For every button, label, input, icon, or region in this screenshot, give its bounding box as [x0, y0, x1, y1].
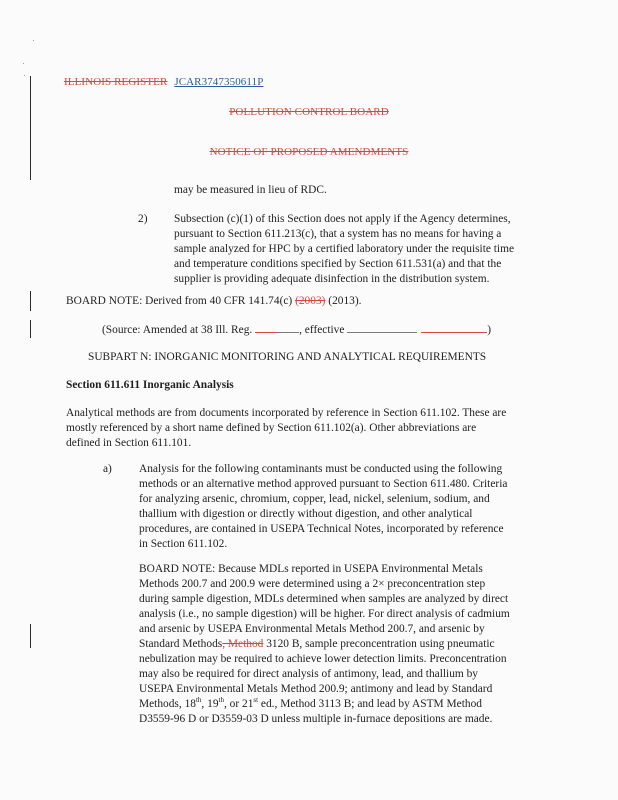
change-bar-board-note: [30, 291, 31, 311]
register-struck: ILLINOIS REGISTER: [64, 76, 168, 88]
item-a-label: a): [103, 463, 112, 475]
text-line: thallium with digestion or directly without digestion, and other analytical: [139, 508, 473, 520]
effective-date-blank-red: [421, 322, 487, 333]
scan-speck: [23, 63, 24, 64]
continuation-text: may be measured in lieu of RDC.: [174, 184, 327, 196]
line6-pre: Standard Methods: [139, 638, 223, 650]
board-note-struck: (2003): [295, 295, 326, 307]
text-line: Analytical methods are from documents incorporated by reference in Section 611.102. These are: [66, 407, 507, 419]
board-note-prefix: BOARD NOTE: Derived from 40 CFR 141.74(c): [66, 295, 296, 307]
edition-sup: th: [218, 696, 224, 705]
text-line: and temperature conditions specified by Section 611.531(a) and that the: [174, 258, 502, 270]
jcar-code: JCAR3747350611P: [174, 76, 264, 88]
register-page-blank: [277, 322, 299, 333]
section-title: Section 611.611 Inorganic Analysis: [66, 379, 234, 391]
text-line: and arsenic by USEPA Environmental Metals Method 200.7, and arsenic by: [139, 623, 485, 635]
text-line: during sample digestion, MDLs determined when samples are analyzed by direct: [139, 593, 509, 605]
change-bar-note: [30, 624, 31, 648]
edition-text: , 19: [201, 698, 219, 710]
text-line: Analysis for the following contaminants must be conducted using the following: [139, 463, 503, 475]
source-prefix: (Source: Amended at 38 Ill. Reg.: [102, 324, 256, 336]
change-bar-header: [30, 76, 31, 180]
change-bar-source: [30, 320, 31, 338]
text-line: mostly referenced by a short name defined by Section 611.102(a). Other abbreviations are: [66, 422, 477, 434]
board-note-derived: [66, 294, 362, 309]
struck-method: , Method: [222, 638, 264, 650]
line6-post: 3120 B, sample preconcentration using pneumatic: [263, 638, 495, 650]
subpart-heading: SUBPART N: INORGANIC MONITORING AND ANALYTICAL REQUIREMENTS: [88, 351, 487, 363]
text-line: methods or an alternative method approved pursuant to Section 611.480. Criteria: [139, 478, 508, 490]
board-header: POLLUTION CONTROL BOARD: [229, 106, 389, 118]
text-line: nebulization may be required to achieve lower detection limits. Preconcentration: [139, 653, 507, 665]
register-header: [64, 76, 263, 88]
text-line-editions: [139, 697, 510, 712]
text-line: in Section 611.102.: [139, 538, 228, 550]
text-line: analysis (i.e., no sample digestion) will be higher. For direct analysis of cadmium: [139, 608, 510, 620]
notice-header: NOTICE OF PROPOSED AMENDMENTS: [209, 146, 409, 158]
text-line: BOARD NOTE: Because MDLs reported in USEPA Environmental Metals: [139, 563, 483, 575]
edition-text: Methods, 18: [139, 698, 196, 710]
intro-paragraph: [66, 406, 506, 451]
text-line: Subsection (c)(1) of this Section does not apply if the Agency determines,: [174, 213, 511, 225]
board-note-mdl: [139, 562, 510, 727]
text-line: D3559-96 D or D3559-03 D unless multiple in-furnace depositions are made.: [139, 713, 493, 725]
scan-speck: [33, 40, 34, 41]
text-line: defined in Section 611.101.: [66, 437, 192, 449]
text-line-standard-methods: [139, 637, 510, 652]
item-2-text: [174, 212, 514, 287]
text-line: Methods 200.7 and 200.9 were determined using a 2× preconcentration step: [139, 578, 486, 590]
text-line: pursuant to Section 611.213(c), that a system has no means for having a: [174, 228, 502, 240]
edition-sup: st: [253, 696, 259, 705]
edition-sup: th: [195, 696, 202, 705]
source-middle: , effective: [299, 324, 348, 336]
text-line: for analyzing arsenic, chromium, copper, lead, nickel, selenium, sodium, and: [139, 493, 490, 505]
text-line: supplier is providing adequate disinfection in the distribution system.: [174, 273, 490, 285]
edition-text: , or 21: [223, 698, 254, 710]
source-suffix: ): [487, 324, 492, 336]
register-volume-blank: [255, 322, 277, 333]
item-a-text: [139, 462, 507, 552]
item-2-number: 2): [138, 213, 148, 225]
text-line: may also be required for direct analysis of antimony, lead, and thallium by: [139, 668, 478, 680]
board-note-suffix: (2013).: [325, 295, 362, 307]
text-line: sample analyzed for HPC by a certified laboratory under the requisite time: [174, 243, 515, 255]
source-line: [102, 322, 491, 338]
scan-speck: [24, 75, 25, 76]
text-line: procedures, are contained in USEPA Technical Notes, incorporated by reference: [139, 523, 504, 535]
effective-date-blank: [347, 322, 417, 333]
edition-text: ed., Method 3113 B; and lead by ASTM Method: [258, 698, 482, 710]
text-line: USEPA Environmental Metals Method 200.9; antimony and lead by Standard: [139, 683, 493, 695]
